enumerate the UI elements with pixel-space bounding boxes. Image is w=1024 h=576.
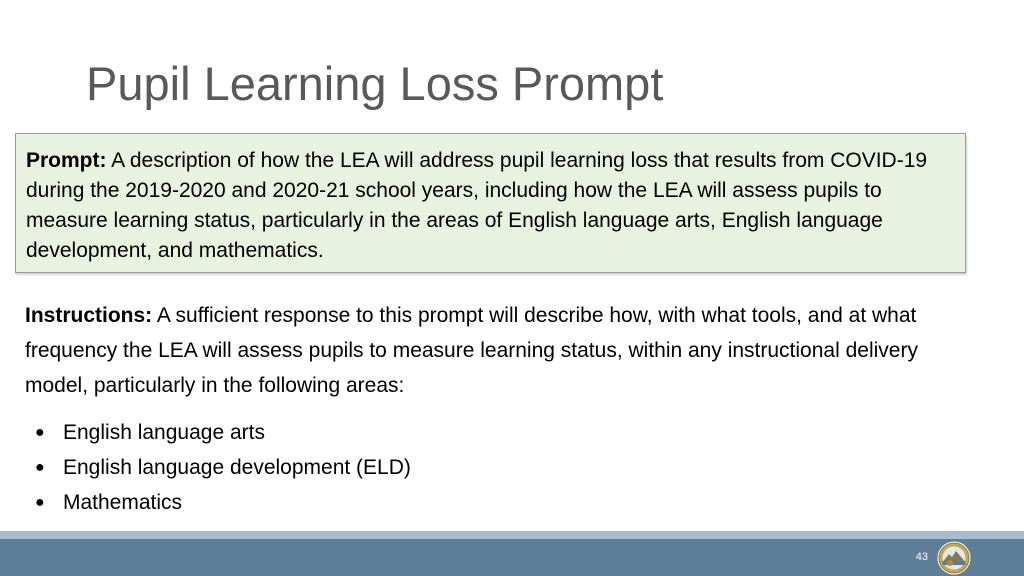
footer-bar xyxy=(0,539,1024,576)
state-seal-icon xyxy=(937,541,971,575)
instructions-text: A sufficient response to this prompt will describe how, with what tools, and at what frequency the LEA will assess pupils to measure learning status, within any instructional delivery model, particularly in the following areas: xyxy=(25,304,918,397)
bullet-icon: ● xyxy=(35,494,45,511)
list-item-text: Mathematics xyxy=(63,491,183,514)
bullet-icon: ● xyxy=(35,424,45,441)
footer-accent-strip xyxy=(0,531,1024,539)
page-number: 43 xyxy=(915,551,928,563)
instructions-paragraph xyxy=(25,298,965,403)
prompt-box xyxy=(15,133,966,273)
prompt-paragraph xyxy=(26,146,956,266)
list-item-text: English language arts xyxy=(63,421,265,444)
list-item-text: English language development (ELD) xyxy=(63,456,411,479)
bullet-icon: ● xyxy=(35,459,45,476)
prompt-label: Prompt: xyxy=(26,149,107,172)
instructions-label: Instructions: xyxy=(25,304,153,327)
slide-title: Pupil Learning Loss Prompt xyxy=(86,57,664,110)
prompt-text: A description of how the LEA will address pupil learning loss that results from COVID-19 during the 2019-2020 and 2020-21 school years, including how the LEA will assess pupils to measure learning status, particularly in the areas of English language arts, English language development, and mathematics. xyxy=(26,149,928,262)
